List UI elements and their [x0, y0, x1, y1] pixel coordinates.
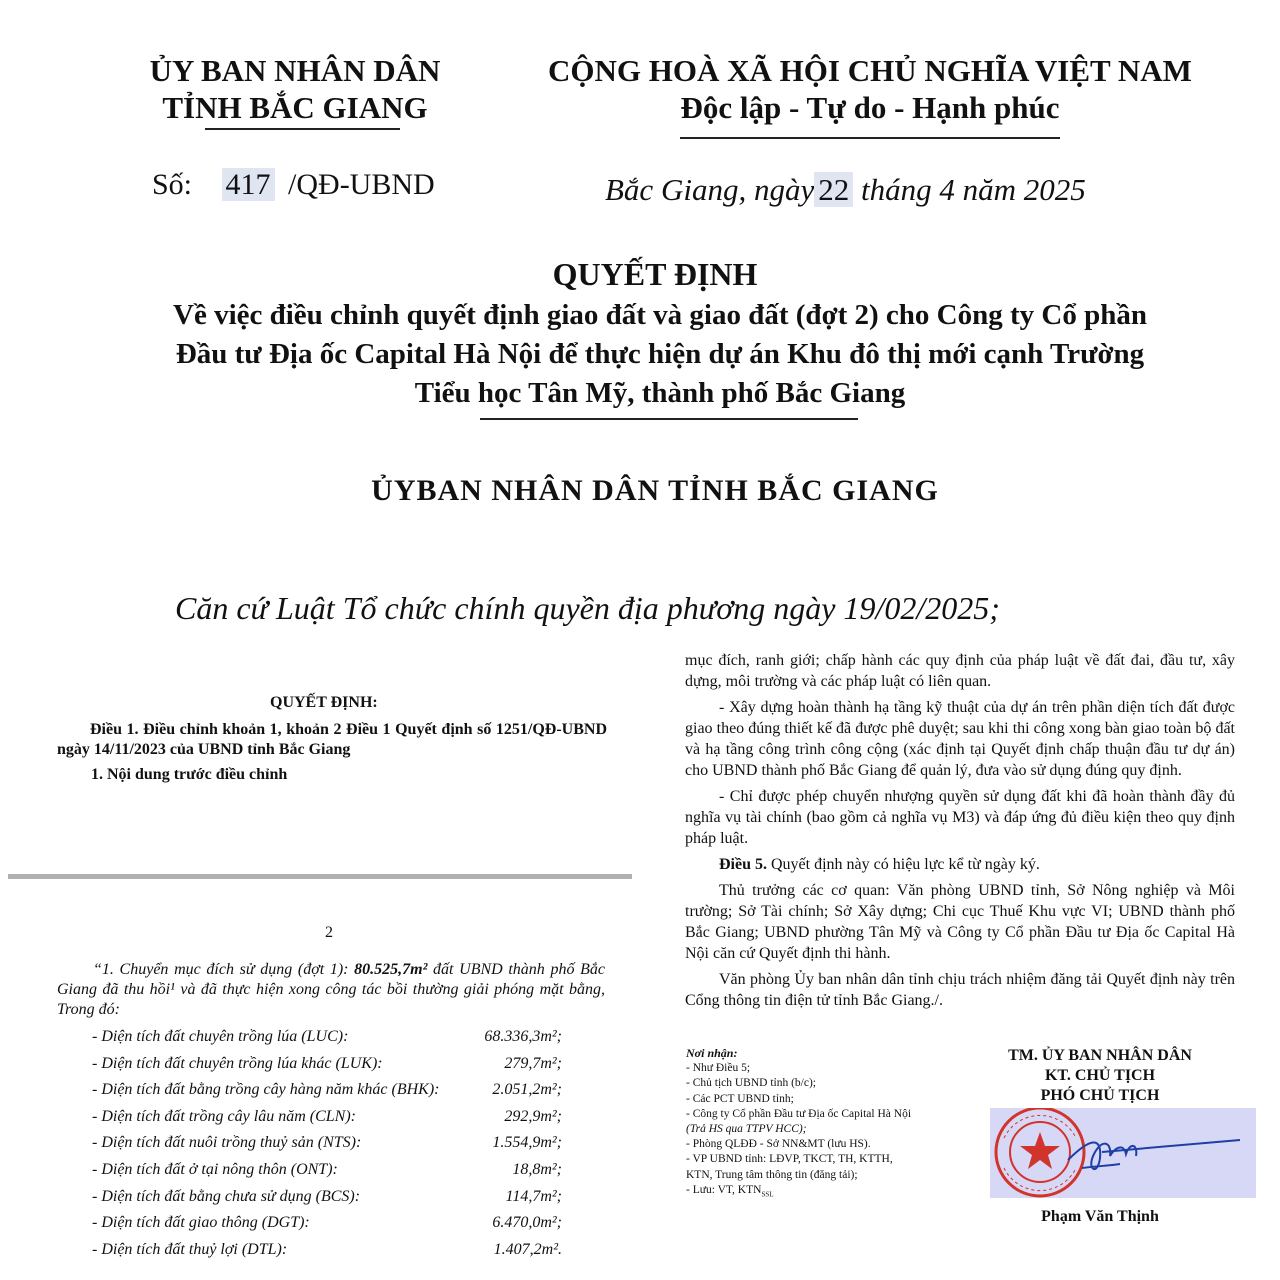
date-day: 22 [814, 172, 853, 207]
list-item [92, 1106, 562, 1133]
list-item [686, 1183, 986, 1203]
area-label: - Diện tích đất ở tại nông thôn (ONT): [92, 1160, 338, 1178]
authority-underline [205, 128, 400, 130]
recipients-heading: Nơi nhận: [686, 1046, 738, 1060]
area-value: 6.470,0m²; [492, 1214, 562, 1232]
motto-underline [680, 137, 1060, 139]
area-label: - Diện tích đất chuyên trồng lúa (LUC): [92, 1028, 349, 1045]
list-item [92, 1159, 562, 1186]
area-value: 114,7m²; [505, 1187, 562, 1205]
motto: Độc lập - Tự do - Hạnh phúc [680, 90, 1060, 125]
list-item: (Trả HS qua TTPV HCC); [686, 1123, 807, 1136]
date-prefix: Bắc Giang, ngày [605, 172, 815, 207]
subject-line-3: Tiểu học Tân Mỹ, thành phố Bắc Giang [414, 377, 906, 409]
land-area-list [92, 1026, 562, 1265]
article-1: Điều 1. Điều chỉnh khoản 1, khoản 2 Điều 1 Quyết định số 1251/QĐ-UBND ngày 14/11/2023 của UBND tỉnh Bắc Giang [57, 721, 607, 758]
list-item [92, 1132, 562, 1159]
list-item: - Chủ tịch UBND tỉnh (b/c); [686, 1077, 816, 1090]
national-motto [520, 52, 1220, 126]
list-item: - Các PCT UBND tỉnh; [686, 1092, 794, 1105]
signature-line-3: PHÓ CHỦ TỊCH [1040, 1087, 1160, 1104]
right-column-text [685, 650, 1235, 1016]
signature-area [990, 1108, 1256, 1198]
area-value: 2.051,2m²; [492, 1081, 562, 1099]
list-item [92, 1212, 562, 1239]
area-value: 279,7m²; [504, 1054, 562, 1072]
area-value: 68.336,3m²; [484, 1028, 562, 1045]
seal-and-signature-icon [990, 1108, 1256, 1198]
council-heading: ỦYBAN NHÂN DÂN TỈNH BẮC GIANG [371, 474, 939, 507]
country-name: CỘNG HOÀ XÃ HỘI CHỦ NGHĨA VIỆT NAM [548, 53, 1192, 88]
area-value: 18,8m²; [512, 1160, 562, 1178]
official-seal-icon [996, 1108, 1084, 1196]
list-item [92, 1079, 562, 1106]
subject-line-2: Đầu tư Địa ốc Capital Hà Nội để thực hiện dự án Khu đô thị mới cạnh Trường [175, 338, 1145, 370]
page-separator [8, 874, 632, 879]
implementation-paragraph: Thủ trưởng các cơ quan: Văn phòng UBND tỉnh, Sở Nông nghiệp và Môi trường; Sở Tài chính; Sở Xây dựng; Chi cục Thuế Khu vực VI; UBND thành phố Bắc Giang; UBND phường Tân Mỹ và Công ty Cổ phần Đầu tư Địa ốc Capital Hà Nội căn cứ Quyết định thi hành. [685, 882, 1235, 962]
signer-name: Phạm Văn Thịnh [1041, 1208, 1159, 1225]
document-number-suffix: /QĐ-UBND [288, 168, 435, 201]
conversion-intro: “1. Chuyển mục đích sử dụng (đợt 1): [93, 961, 355, 978]
document-date [605, 172, 1086, 208]
archive-suffix: SSL [761, 1190, 774, 1199]
list-item [92, 1186, 562, 1213]
list-item: KTN, Trung tâm thông tin (đăng tải); [686, 1168, 858, 1181]
obligations-paragraph: mục đích, ranh giới; chấp hành các quy định của pháp luật về đất đai, đầu tư, xây dựng, môi trường và các pháp luật có liên quan. [685, 652, 1235, 690]
subject-line-1: Về việc điều chỉnh quyết định giao đất và giao đất (đợt 2) cho Công ty Cổ phần [173, 299, 1147, 331]
area-label: - Diện tích đất nuôi trồng thuỷ sản (NTS): [92, 1134, 362, 1152]
issuing-authority-line2: TỈNH BẮC GIANG [162, 90, 428, 125]
document-number [152, 168, 435, 202]
signature-line-1: TM. ỦY BAN NHÂN DÂN [1008, 1047, 1192, 1064]
date-suffix: tháng 4 năm 2025 [860, 172, 1086, 207]
subject-underline [480, 418, 858, 420]
list-item: - Như Điều 5; [686, 1062, 751, 1075]
content-before-adjustment: 1. Nội dung trước điều chỉnh [91, 766, 288, 783]
signature-line-2: KT. CHỦ TỊCH [1044, 1067, 1156, 1084]
area-label: - Diện tích đất trồng cây lâu năm (CLN): [92, 1107, 356, 1125]
legal-basis: Căn cứ Luật Tổ chức chính quyền địa phương ngày 19/02/2025; [175, 590, 1000, 626]
area-label: - Diện tích đất thuỷ lợi (DTL): [92, 1240, 288, 1258]
document-number-value: 417 [222, 168, 275, 201]
land-conversion-paragraph [57, 960, 605, 1020]
article-5-label: Điều 5. [719, 856, 767, 873]
page-number: 2 [325, 924, 333, 941]
list-item [92, 1239, 562, 1266]
infrastructure-paragraph: - Xây dựng hoàn thành hạ tầng kỹ thuật của dự án trên phần diện tích đất được giao theo đúng thiết kế đã được phê duyệt; sau khi thi công xong bàn giao toàn bộ đất và hạ tầng công trình công cộng (xác định tại Quyết định chấp thuận đầu tư dự án) cho UBND thành phố Bắc Giang để quản lý, đưa vào sử dụng đúng quy định. [685, 699, 1235, 779]
area-label: - Diện tích đất bằng trồng cây hàng năm khác (BHK): [92, 1081, 440, 1099]
area-label: - Diện tích đất bằng chưa sử dụng (BCS): [92, 1187, 361, 1205]
list-item: - VP UBND tỉnh: LĐVP, TKCT, TH, KTTH, [686, 1153, 893, 1166]
area-label: - Diện tích đất chuyên trồng lúa khác (LUK): [92, 1054, 383, 1072]
area-value: 1.407,2m². [493, 1240, 562, 1258]
decision-title: QUYẾT ĐỊNH [552, 256, 758, 292]
recipients [686, 1046, 986, 1202]
document-number-prefix: Số: [152, 168, 193, 201]
signature-title [980, 1046, 1220, 1106]
decision-heading: QUYẾT ĐỊNH: [270, 694, 378, 711]
area-value: 1.554,9m²; [492, 1134, 562, 1152]
list-item: - Phòng QLĐĐ - Sở NN&MT (lưu HS). [686, 1138, 871, 1151]
list-item: - Công ty Cổ phần Đầu tư Địa ốc Capital Hà Nội [686, 1107, 912, 1120]
issuing-authority [130, 52, 460, 126]
issuing-authority-line1: ỦY BAN NHÂN DÂN [149, 53, 441, 88]
conversion-detail: đất UBND thành phố Bắc Giang đã thu hồi¹ và đã thực hiện xong công tác bồi thường giải phóng mặt bằng, Trong đó: [57, 961, 605, 1018]
handwritten-signature-icon [1068, 1140, 1240, 1169]
list-item [92, 1053, 562, 1080]
article-5 [685, 854, 1235, 875]
publication-paragraph: Văn phòng Ủy ban nhân dân tỉnh chịu trách nhiệm đăng tải Quyết định này trên Cổng thông tin điện tử tỉnh Bắc Giang./. [685, 971, 1235, 1009]
area-value: 292,9m²; [504, 1107, 562, 1125]
article-5-text: Quyết định này có hiệu lực kể từ ngày ký. [767, 856, 1040, 873]
area-label: - Diện tích đất giao thông (DGT): [92, 1214, 310, 1232]
list-item [92, 1026, 562, 1053]
archive-label: - Lưu: VT, KTN [686, 1183, 762, 1196]
decision-subject [120, 296, 1200, 413]
conversion-total: 80.525,7m² [354, 961, 428, 978]
transfer-paragraph: - Chỉ được phép chuyển nhượng quyền sử dụng đất khi đã hoàn thành đầy đủ nghĩa vụ tài chính (bao gồm cả nghĩa vụ M3) và đáp ứng đủ điều kiện theo quy định pháp luật. [685, 788, 1235, 847]
